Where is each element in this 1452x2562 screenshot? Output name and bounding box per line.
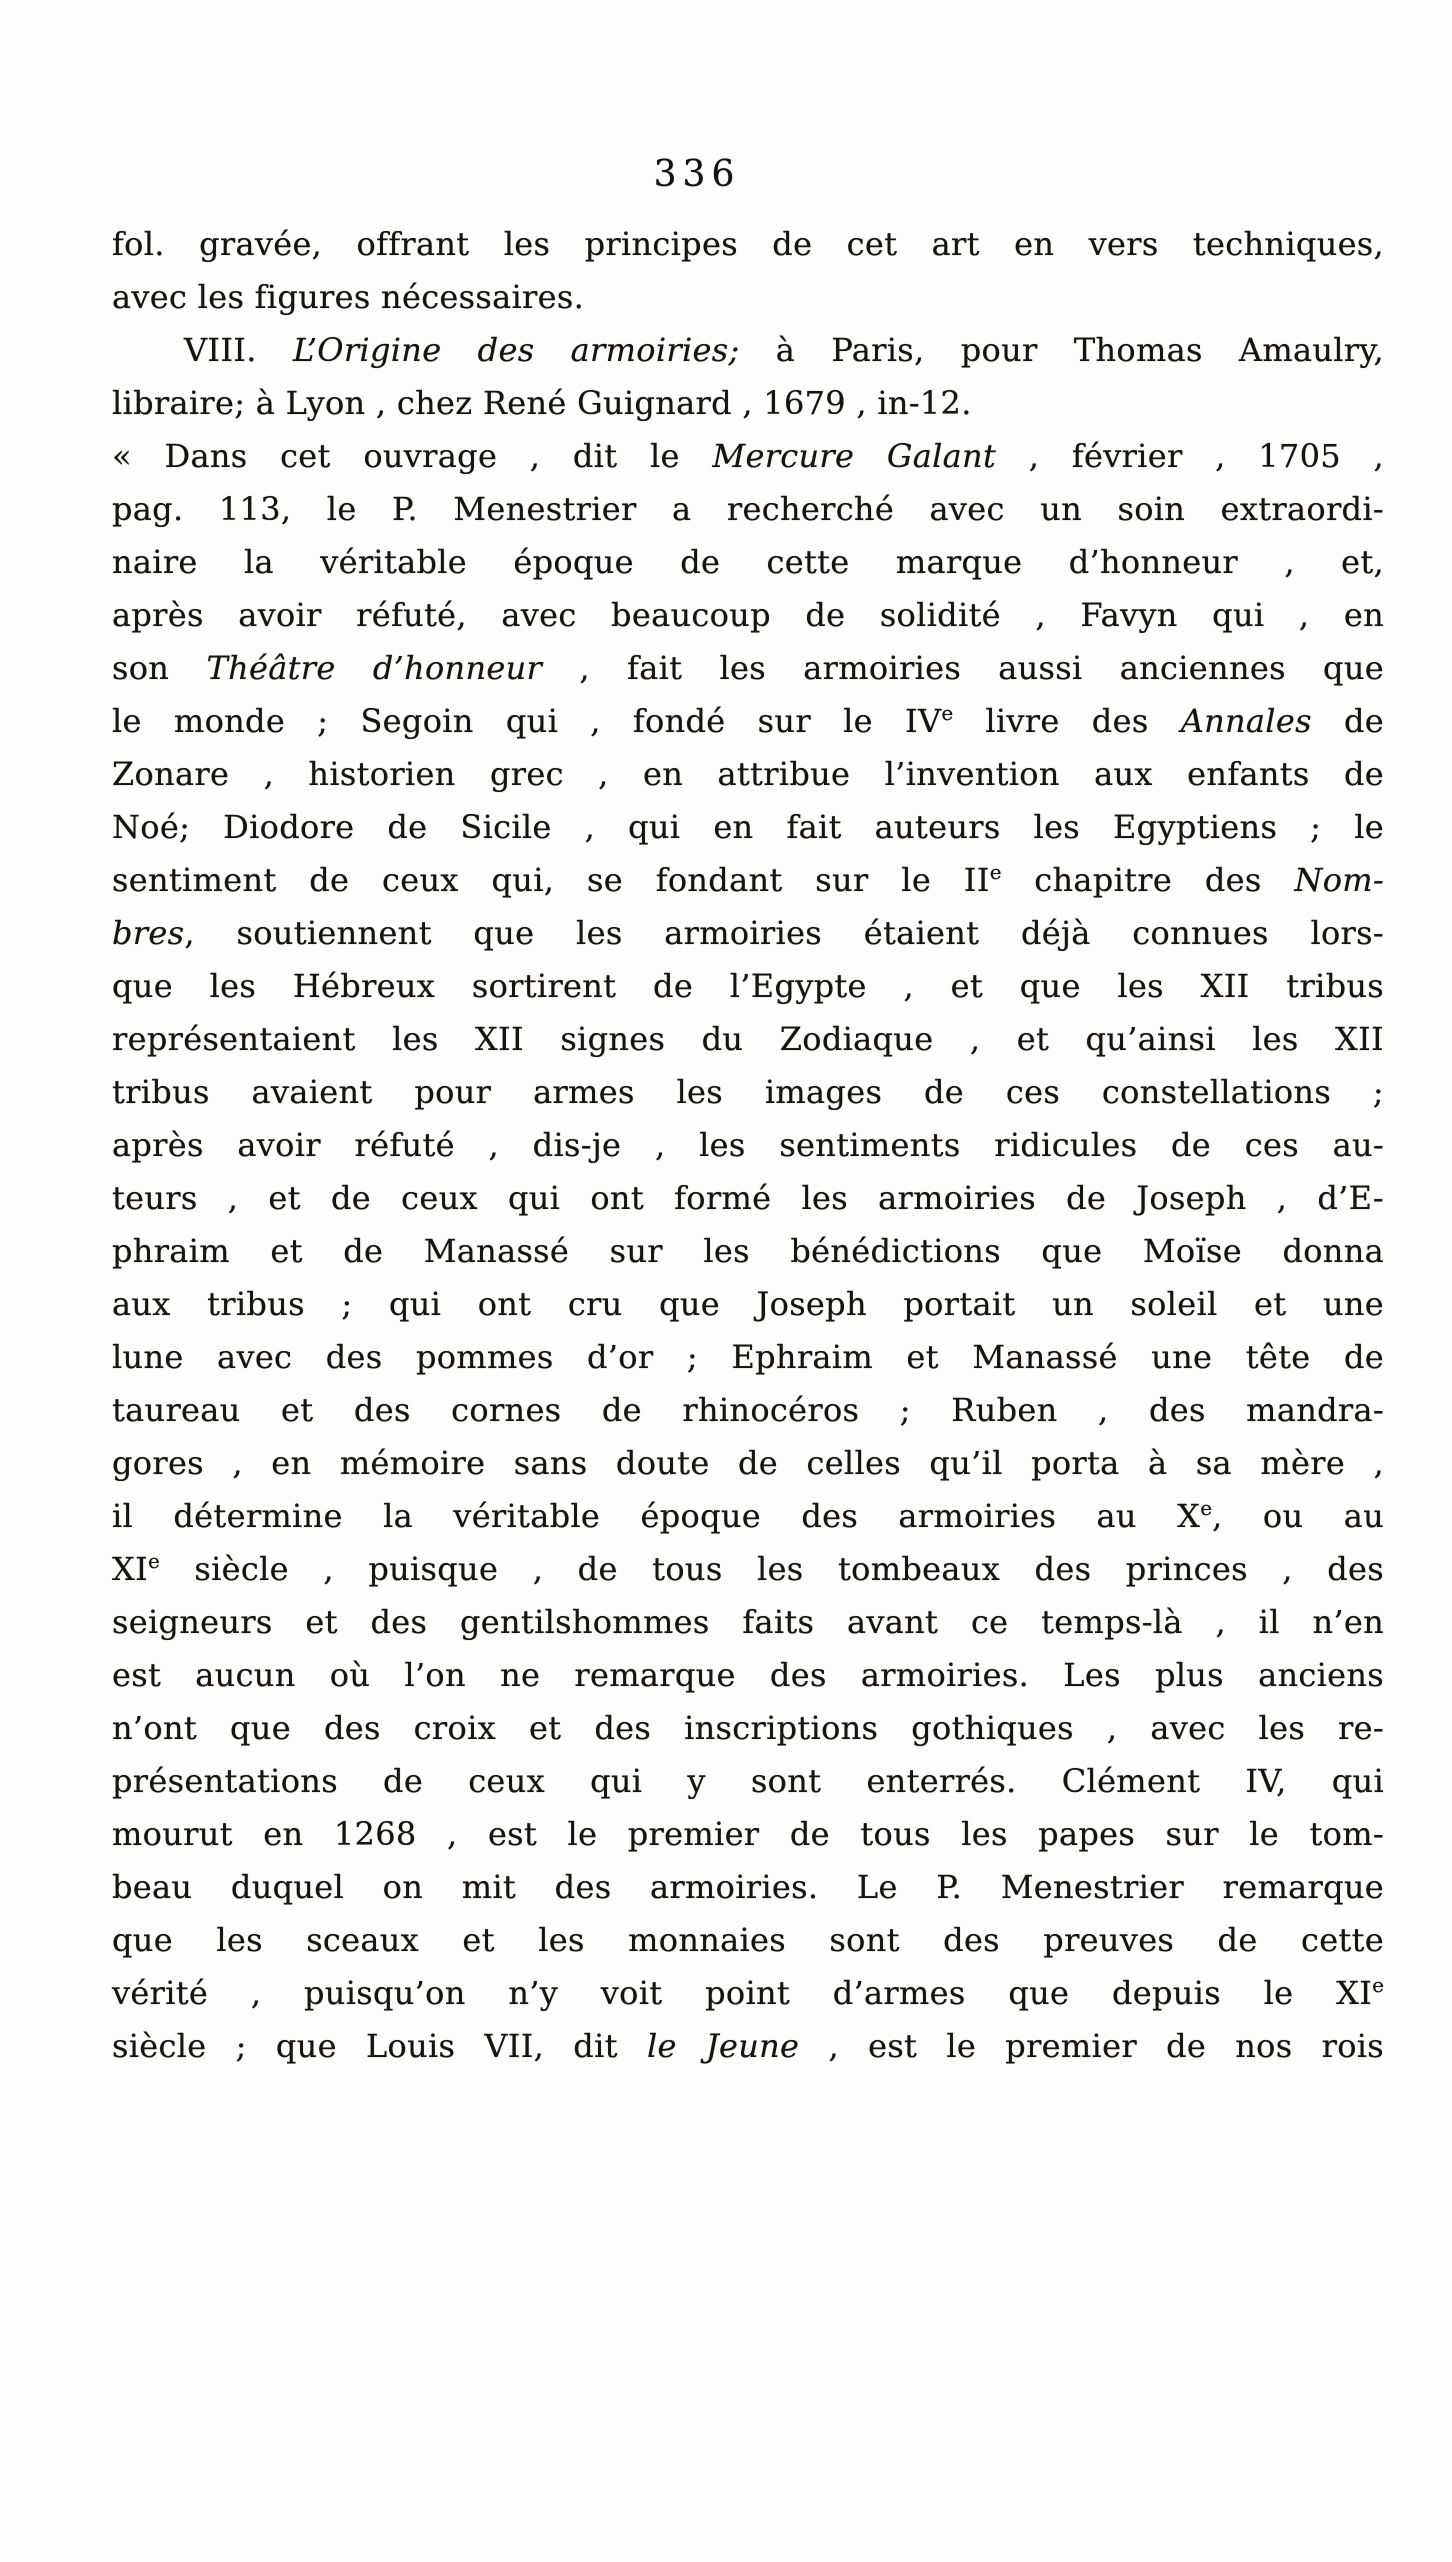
italic-text: Annales [1180,702,1312,740]
text-line [112,1384,1384,1437]
text-segment: teurs , et de ceux qui ont formé les armoiries de Joseph , d’E- [112,1179,1384,1217]
text-segment: de [1311,702,1384,740]
text-line [112,695,1384,748]
text-line [112,1543,1384,1596]
text-segment: après avoir réfuté, avec beaucoup de solidité , Favyn qui , en [112,596,1384,634]
text-segment: , soutiennent que les armoiries étaient déjà connues lors- [184,914,1384,952]
text-line [112,324,1384,377]
italic-text: bres [112,914,185,952]
text-segment: le monde ; Segoin qui , fondé sur le IV [112,702,942,740]
text-segment: à Paris, pour Thomas Amaulry, [739,331,1384,369]
text-segment: gores , en mémoire sans doute de celles qu’il porta à sa mère , [112,1444,1384,1482]
text-segment: siècle ; que Louis VII, dit [112,2027,647,2065]
text-segment: , est le premier de nos rois [799,2027,1385,2065]
superscript-text: e [1200,1496,1213,1520]
text-line [112,1808,1384,1861]
text-segment: libraire; à Lyon , chez René Guignard , 1679 , in-12. [112,384,972,422]
text-segment: « Dans cet ouvrage , dit le [112,437,713,475]
superscript-text: e [148,1549,160,1573]
text-segment: mourut en 1268 , est le premier de tous les papes sur le tom- [112,1815,1384,1853]
page-text-block [112,218,1384,2073]
text-segment: est aucun où l’on ne remarque des armoiries. Les plus anciens [112,1656,1384,1694]
text-line [112,854,1384,907]
text-segment: , fait les armoiries aussi anciennes que [542,649,1384,687]
text-line [112,1967,1384,2020]
text-segment: représentaient les XII signes du Zodiaque , et qu’ainsi les XII [112,1020,1384,1058]
text-segment: taureau et des cornes de rhinocéros ; Ruben , des mandra- [112,1391,1384,1429]
italic-text: le Jeune [646,2027,800,2065]
text-segment: son [112,649,207,687]
text-line [112,1861,1384,1914]
text-segment: il détermine la véritable époque des armoiries au X [112,1497,1201,1535]
text-line [112,1013,1384,1066]
text-segment: fol. gravée, offrant les principes de cet art en vers techniques, [112,225,1384,263]
text-line [112,1278,1384,1331]
text-segment: vérité , puisqu’on n’y voit point d’armes que depuis le XI [112,1974,1373,2012]
text-line [112,1702,1384,1755]
text-line [112,1437,1384,1490]
text-line [112,1755,1384,1808]
text-line [112,1596,1384,1649]
text-segment: chapitre des [1001,861,1295,899]
text-line [112,1172,1384,1225]
text-segment: siècle , puisque , de tous les tombeaux des princes , des [159,1550,1384,1588]
text-line [112,536,1384,589]
text-line [112,1490,1384,1543]
text-segment: , février , 1705 , [996,437,1384,475]
text-line [112,642,1384,695]
text-segment: pag. 113, le P. Menestrier a recherché avec un soin extraordi- [112,490,1384,528]
text-segment: que les Hébreux sortirent de l’Egypte , et que les XII tribus [112,967,1384,1005]
italic-text: L’Origine des armoiries; [292,331,740,369]
superscript-text: e [1372,1973,1384,1997]
text-line [112,483,1384,536]
text-segment: avec les figures nécessaires. [112,278,585,316]
text-segment: présentations de ceux qui y sont enterrés. Clément IV, qui [112,1762,1384,1800]
text-line [112,960,1384,1013]
text-line [112,907,1384,960]
text-segment: beau duquel on mit des armoiries. Le P. Menestrier remarque [112,1868,1384,1906]
text-segment: Noé; Diodore de Sicile , qui en fait auteurs les Egyptiens ; le [112,808,1384,846]
text-segment: seigneurs et des gentilshommes faits avant ce temps-là , il n’en [112,1603,1384,1641]
text-segment: phraim et de Manassé sur les bénédictions que Moïse donna [112,1232,1384,1270]
text-line [112,377,1384,430]
text-segment: lune avec des pommes d’or ; Ephraim et Manassé une tête de [112,1338,1384,1376]
page-number: 336 [653,154,741,195]
text-segment: Zonare , historien grec , en attribue l’invention aux enfants de [112,755,1384,793]
text-line [112,430,1384,483]
text-line [112,1119,1384,1172]
text-line [112,2020,1384,2073]
italic-text: Nom- [1294,861,1385,899]
text-segment: XI [112,1550,149,1588]
text-line [112,1649,1384,1702]
text-segment: VIII. [184,331,293,369]
text-segment: sentiment de ceux qui, se fondant sur le II [112,861,990,899]
text-segment: après avoir réfuté , dis-je , les sentiments ridicules de ces au- [112,1126,1384,1164]
italic-text: Théâtre d’honneur [206,649,543,687]
text-segment: que les sceaux et les monnaies sont des preuves de cette [112,1921,1384,1959]
text-line [112,748,1384,801]
text-line [112,271,1384,324]
text-line [112,589,1384,642]
text-segment: tribus avaient pour armes les images de ces constellations ; [112,1073,1384,1111]
text-segment: aux tribus ; qui ont cru que Joseph portait un soleil et une [112,1285,1384,1323]
text-segment: livre des [953,702,1181,740]
superscript-text: e [941,701,954,725]
text-line [112,801,1384,854]
text-line [112,218,1384,271]
text-line [112,1914,1384,1967]
text-line [112,1225,1384,1278]
text-segment: naire la véritable époque de cette marque d’honneur , et, [112,543,1384,581]
italic-text: Mercure Galant [712,437,997,475]
text-line [112,1331,1384,1384]
text-line [112,1066,1384,1119]
text-segment: n’ont que des croix et des inscriptions gothiques , avec les re- [112,1709,1384,1747]
text-segment: , ou au [1212,1497,1384,1535]
superscript-text: e [989,860,1002,884]
